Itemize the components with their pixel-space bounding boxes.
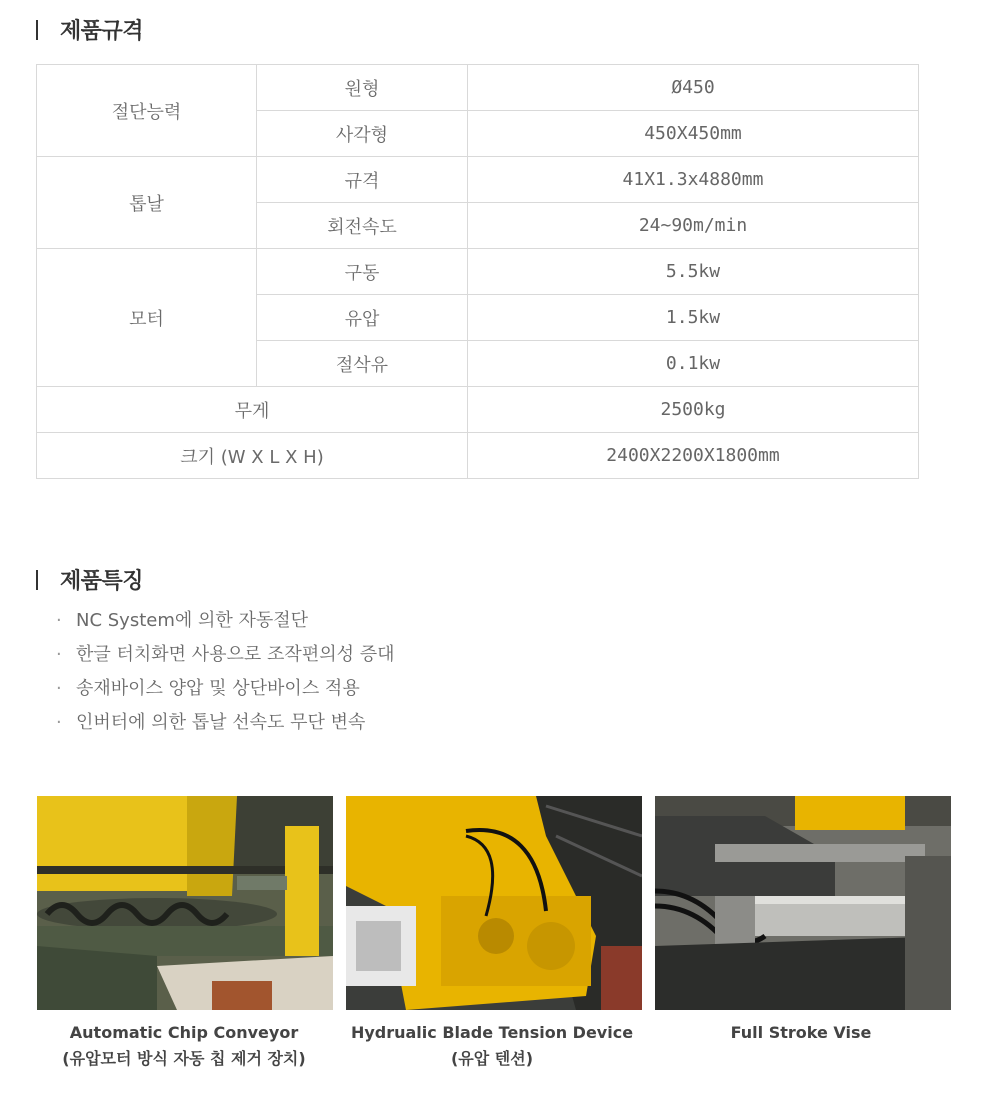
features-title-text: 제품특징 — [60, 569, 144, 594]
spec-table — [36, 64, 919, 479]
full-stroke-vise-photo — [655, 796, 951, 1010]
title-bar — [36, 20, 38, 40]
spec-value-cell: 450X450mm — [468, 111, 919, 157]
caption-line: Automatic Chip Conveyor — [69, 1023, 299, 1042]
caption-line: (유압모터 방식 자동 칩 제거 장치) — [62, 1049, 306, 1068]
feature-text: NC System에 의한 자동절단 — [76, 610, 309, 631]
spec-label-cell: 규격 — [257, 157, 468, 203]
list-item — [56, 706, 394, 740]
spec-label-cell: 사각형 — [257, 111, 468, 157]
feature-text: 인버터에 의한 톱날 선속도 무단 변속 — [76, 712, 366, 733]
caption-line: (유압 텐션) — [450, 1049, 534, 1068]
table-row — [37, 433, 919, 479]
bullet: · — [56, 678, 62, 699]
spec-value-cell: 2500kg — [468, 387, 919, 433]
feature-list — [56, 604, 394, 740]
list-item — [56, 672, 394, 706]
spec-value-cell: 0.1kw — [468, 341, 919, 387]
spec-value-cell: 1.5kw — [468, 295, 919, 341]
spec-label-cell: 원형 — [257, 65, 468, 111]
bullet: · — [56, 644, 62, 665]
list-item — [56, 604, 394, 638]
spec-group-cell: 절단능력 — [37, 65, 257, 157]
spec-group-cell: 톱날 — [37, 157, 257, 249]
blade-tension-photo — [346, 796, 642, 1010]
spec-label-cell: 절삭유 — [257, 341, 468, 387]
spec-section-title — [36, 14, 143, 45]
table-row — [37, 65, 919, 111]
blade-tension-caption — [327, 1020, 657, 1072]
spec-value-cell: 41X1.3x4880mm — [468, 157, 919, 203]
spec-group-cell: 크기 (W X L X H) — [37, 433, 468, 479]
features-section-title — [36, 564, 143, 595]
spec-group-cell: 모터 — [37, 249, 257, 387]
spec-label-cell: 회전속도 — [257, 203, 468, 249]
table-row — [37, 387, 919, 433]
chip-conveyor-caption — [19, 1020, 349, 1072]
bullet: · — [56, 712, 62, 733]
spec-value-cell: Ø450 — [468, 65, 919, 111]
caption-line: Hydrualic Blade Tension Device — [350, 1023, 634, 1042]
spec-value-cell: 5.5kw — [468, 249, 919, 295]
table-row — [37, 157, 919, 203]
spec-group-cell: 무게 — [37, 387, 468, 433]
list-item — [56, 638, 394, 672]
feature-text: 한글 터치화면 사용으로 조작편의성 증대 — [76, 644, 395, 665]
feature-text: 송재바이스 양압 및 상단바이스 적용 — [76, 678, 360, 699]
spec-title-text: 제품규격 — [60, 19, 144, 44]
chip-conveyor-photo — [37, 796, 333, 1010]
spec-value-cell: 2400X2200X1800mm — [468, 433, 919, 479]
spec-label-cell: 구동 — [257, 249, 468, 295]
caption-line: Full Stroke Vise — [730, 1023, 872, 1042]
spec-value-cell: 24~90m/min — [468, 203, 919, 249]
table-row — [37, 249, 919, 295]
bullet: · — [56, 610, 62, 631]
title-bar — [36, 570, 38, 590]
vise-caption — [636, 1020, 966, 1046]
spec-label-cell: 유압 — [257, 295, 468, 341]
